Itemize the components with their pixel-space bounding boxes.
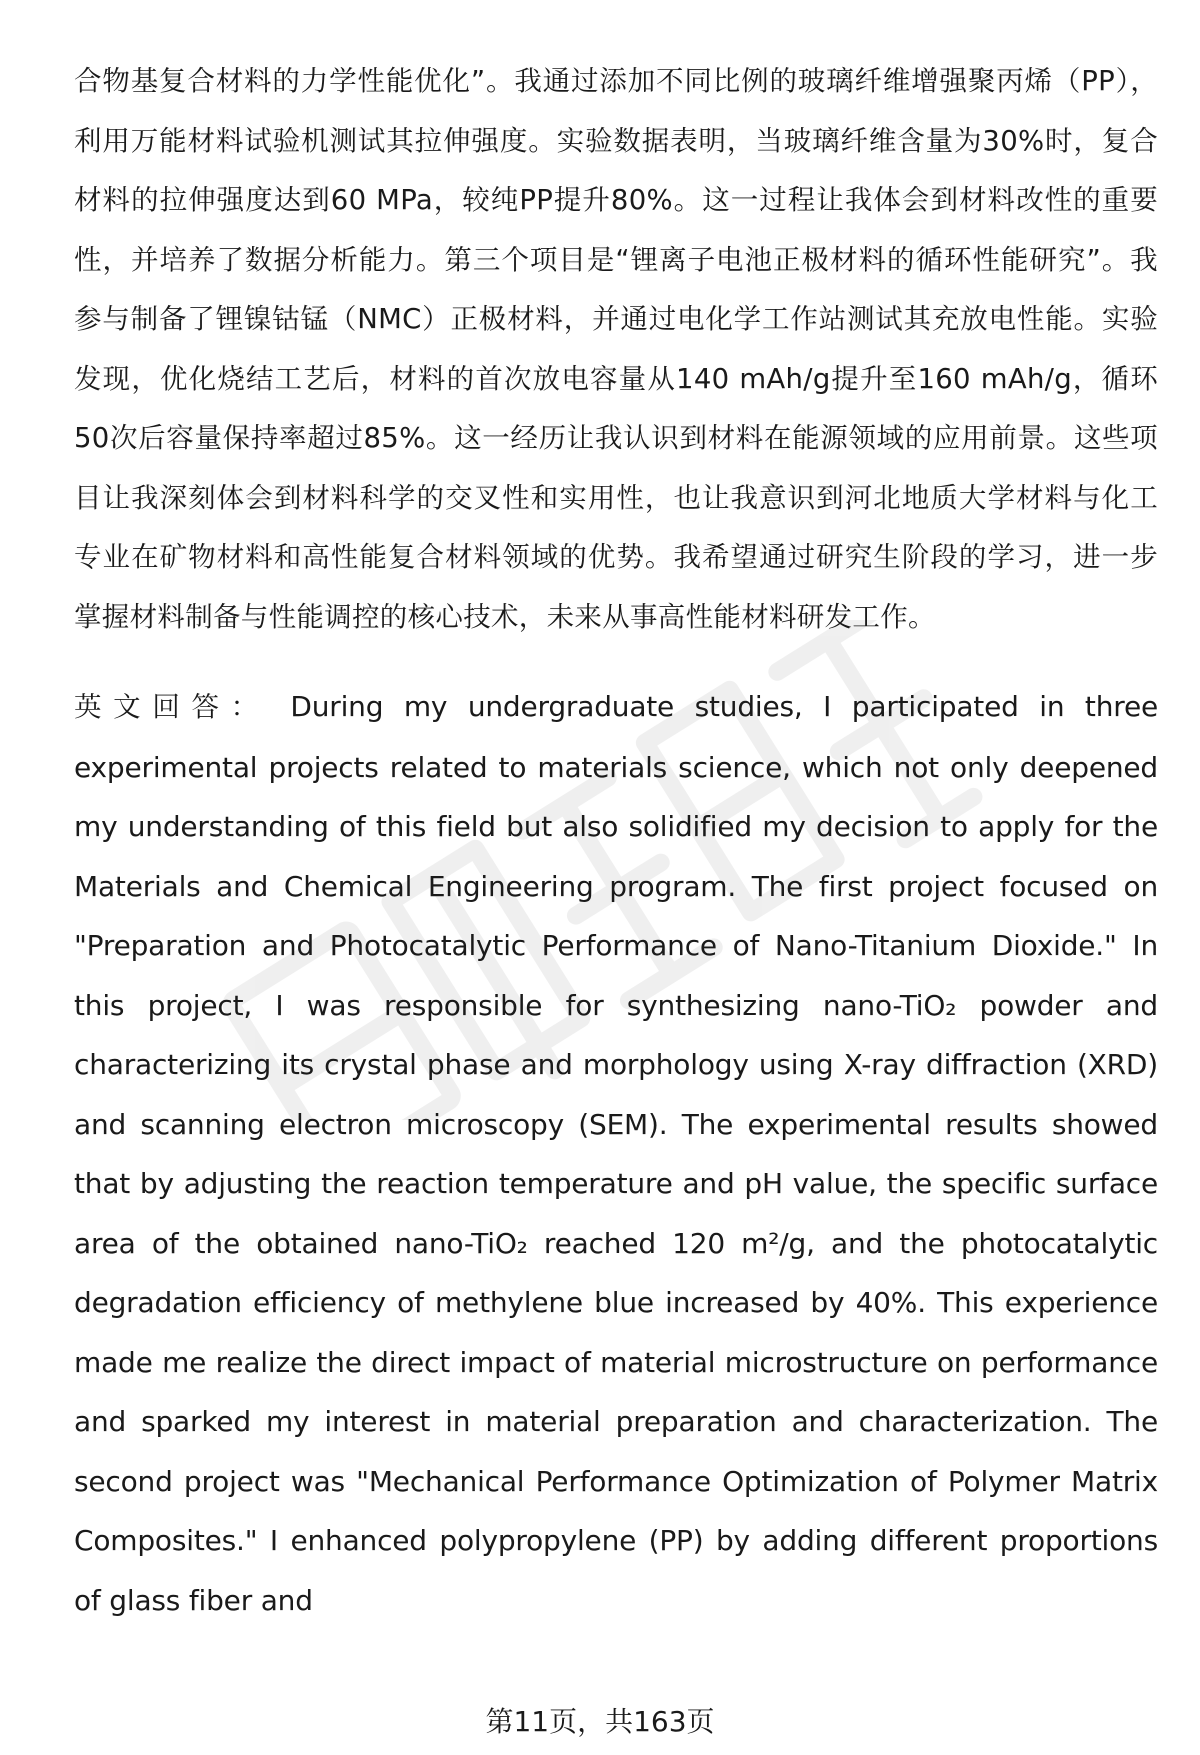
document-body [74,52,1167,1630]
english-answer-text: During my undergraduate studies, I participated in three experimental projects related to materials science, which not only deepened my understanding of this field but also solidified my decision to apply for the Materials and Chemical Engineering program. The first project focused on "Preparation and Photocatalytic Performance of Nano-Titanium Dioxide." In this project, I was responsible for synthesizing nano-TiO₂ powder and characterizing its crystal phase and morphology using X-ray diffraction (XRD) and scanning electron microscopy (SEM). The experimental results showed that by adjusting the reaction temperature and pH value, the specific surface area of the obtained nano-TiO₂ reached 120 m²/g, and the photocatalytic degradation efficiency of methylene blue increased by 40%. This experience made me realize the direct impact of material microstructure on performance and sparked my interest in material preparation and characterization. The second project was "Mechanical Performance Optimization of Polymer Matrix Composites." I enhanced polypropylene (PP) by adding different proportions of glass fiber and [74,690,1167,1617]
chinese-paragraph: 合物基复合材料的力学性能优化”。我通过添加不同比例的玻璃纤维增强聚丙烯（PP），利用万能材料试验机测试其拉伸强度。实验数据表明，当玻璃纤维含量为30%时，复合材料的拉伸强度达到60 MPa，较纯PP提升80%。这一过程让我体会到材料改性的重要性，并培养了数据分析能力。第三个项目是“锂离子电池正极材料的循环性能研究”。我参与制备了锂镍钴锰（NMC）正极材料，并通过电化学工作站测试其充放电性能。实验发现，优化烧结工艺后，材料的首次放电容量从140 mAh/g提升至160 mAh/g，循环50次后容量保持率超过85%。这一经历让我认识到材料在能源领域的应用前景。这些项目让我深刻体会到材料科学的交叉性和实用性，也让我意识到河北地质大学材料与化工专业在矿物材料和高性能复合材料领域的优势。我希望通过研究生阶段的学习，进一步掌握材料制备与性能调控的核心技术，未来从事高性能材料研发工作。 [74,65,1158,633]
english-paragraph [74,677,1167,1630]
page-number: 第11页，共163页 [485,1705,715,1738]
page-footer [0,1700,1200,1740]
english-answer-label: 英文回答： [74,691,270,723]
